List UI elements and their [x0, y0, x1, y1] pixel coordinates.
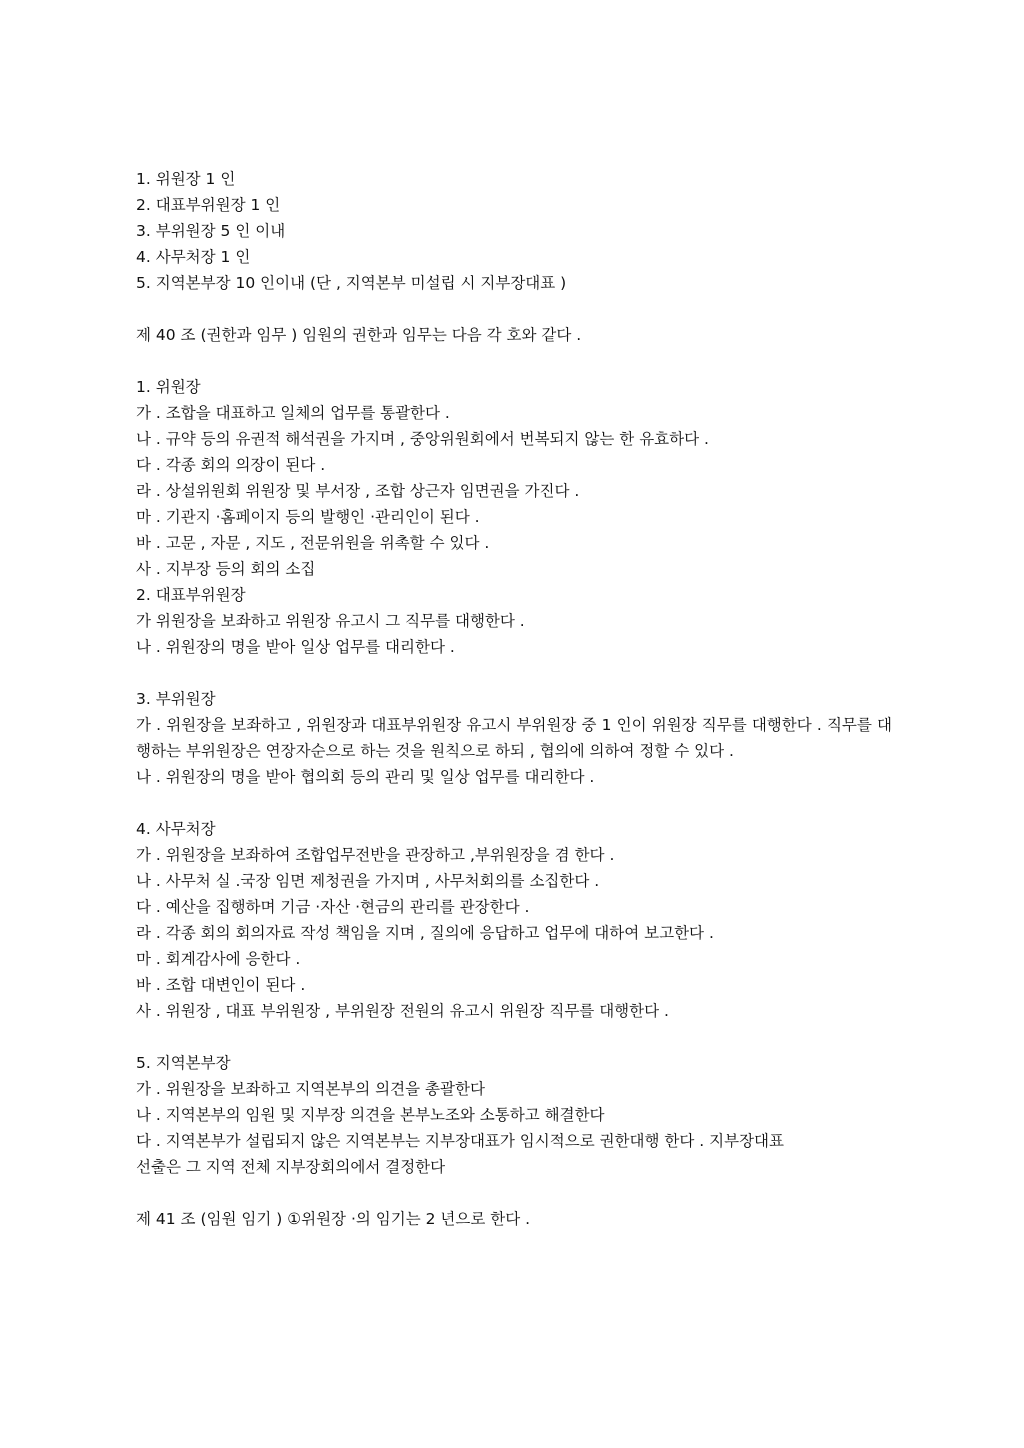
- spacer: [136, 1024, 892, 1050]
- article-41-title: 제 41 조 (임원 임기 ) ①위원장 ·의 임기는 2 년으로 한다 .: [136, 1210, 531, 1228]
- section-item: 라 . 각종 회의 회의자료 작성 책임을 지며 , 질의에 응답하고 업무에 대하여 보고한다 .: [136, 924, 714, 942]
- section-item: 가 . 위원장을 보좌하여 조합업무전반을 관장하고 ,부위원장을 겸 한다 .: [136, 846, 615, 864]
- spacer: [136, 296, 892, 322]
- officer-list: [136, 166, 892, 296]
- officer-list-item: 3. 부위원장 5 인 이내: [136, 222, 286, 240]
- section-item: 나 . 사무처 실 .국장 임면 제청권을 가지며 , 사무처회의를 소집한다 .: [136, 872, 600, 890]
- section-item: 가 . 조합을 대표하고 일체의 업무를 통괄한다 .: [136, 404, 450, 422]
- officer-list-item: 2. 대표부위원장 1 인: [136, 196, 281, 214]
- section-item: 라 . 상설위원회 위원장 및 부서장 , 조합 상근자 임면권을 가진다 .: [136, 482, 580, 500]
- document-page: [136, 166, 892, 1232]
- section-item: 다 . 각종 회의 의장이 된다 .: [136, 456, 326, 474]
- section-item: 사 . 지부장 등의 회의 소집: [136, 560, 316, 578]
- spacer: [136, 790, 892, 816]
- section-item: 가 . 위원장을 보좌하고 지역본부의 의견을 총괄한다: [136, 1080, 485, 1098]
- section-item: 가 위원장을 보좌하고 위원장 유고시 그 직무를 대행한다 .: [136, 612, 525, 630]
- section-secretary-general: [136, 816, 892, 1024]
- section-item: 바 . 조합 대변인이 된다 .: [136, 976, 306, 994]
- section-heading: 1. 위원장: [136, 378, 201, 396]
- section-item: 바 . 고문 , 자문 , 지도 , 전문위원을 위촉할 수 있다 .: [136, 534, 490, 552]
- section-heading: 5. 지역본부장: [136, 1054, 231, 1072]
- section-senior-vice-chairman: [136, 582, 892, 660]
- section-item: 나 . 위원장의 명을 받아 일상 업무를 대리한다 .: [136, 638, 455, 656]
- section-item: 마 . 기관지 ·홈페이지 등의 발행인 ·관리인이 된다 .: [136, 508, 480, 526]
- spacer: [136, 660, 892, 686]
- section-item: 다 . 예산을 집행하며 기금 ·자산 ·현금의 관리를 관장한다 .: [136, 898, 530, 916]
- section-vice-chairman: [136, 686, 892, 790]
- section-item: 마 . 회계감사에 응한다 .: [136, 950, 301, 968]
- officer-list-item: 1. 위원장 1 인: [136, 170, 236, 188]
- spacer: [136, 1180, 892, 1206]
- officer-list-item: 4. 사무처장 1 인: [136, 248, 251, 266]
- section-item-paragraph: 가 . 위원장을 보좌하고 , 위원장과 대표부위원장 유고시 부위원장 중 1 인이 위원장 직무를 대행한다 . 직무를 대행하는 부위원장은 연장자순으로 하는 것을 원칙으로 하되 , 협의에 의하여 정할 수 있다 .: [136, 716, 892, 760]
- section-item-continuation: 선출은 그 지역 전체 지부장회의에서 결정한다: [136, 1158, 446, 1176]
- section-item: 사 . 위원장 , 대표 부위원장 , 부위원장 전원의 유고시 위원장 직무를 대행한다 .: [136, 1002, 669, 1020]
- section-item-paragraph: 다 . 지역본부가 설립되지 않은 지역본부는 지부장대표가 임시적으로 권한대행 한다 . 지부장대표: [136, 1132, 785, 1150]
- spacer: [136, 348, 892, 374]
- section-heading: 2. 대표부위원장: [136, 586, 246, 604]
- section-heading: 4. 사무처장: [136, 820, 216, 838]
- officer-list-item: 5. 지역본부장 10 인이내 (단 , 지역본부 미설립 시 지부장대표 ): [136, 274, 567, 292]
- section-item: 나 . 위원장의 명을 받아 협의회 등의 관리 및 일상 업무를 대리한다 .: [136, 768, 595, 786]
- section-item: 나 . 지역본부의 임원 및 지부장 의견을 본부노조와 소통하고 해결한다: [136, 1106, 605, 1124]
- article-40-title: 제 40 조 (권한과 임무 ) 임원의 권한과 임무는 다음 각 호와 같다 .: [136, 326, 582, 344]
- section-item: 나 . 규약 등의 유권적 해석권을 가지며 , 중앙위원회에서 번복되지 않는 한 유효하다 .: [136, 430, 709, 448]
- section-regional-head: [136, 1050, 892, 1180]
- section-chairman: [136, 374, 892, 582]
- section-heading: 3. 부위원장: [136, 690, 216, 708]
